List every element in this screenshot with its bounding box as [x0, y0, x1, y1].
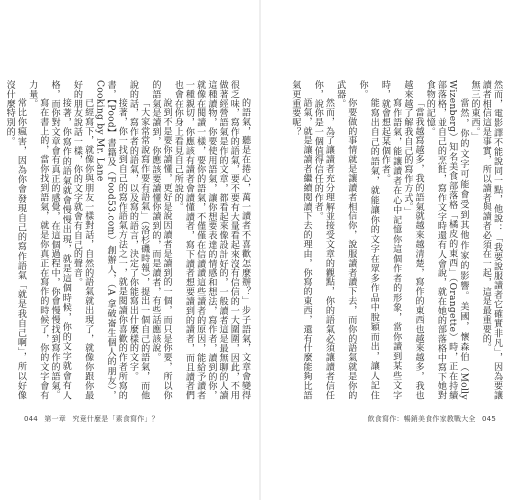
left-paragraph: 已經寫下，就像你與朋友一樣對話，自然的語氣就出現了，就像你跟你最好的朋友說話一樣，你的文字就會有自己的聲音。 — [71, 80, 94, 400]
left-paragraph: 「大家常常說寫作要有語氣」（洛杉磯時報），提出一個自己的語氣，而他說的話，寫作者的語氣，以及寫的語言，決定了你能寫出什麼樣的文字。 — [127, 80, 150, 400]
left-paragraph: 的語氣，聽是在捲心，萬一讀者不喜歡怎麼辦？」步子語氣，文章會變得很乏味，寫作的語氣，要不要有大量看起來沒有信信的一大圍圍，因此，不用做著經營語氣是作的文章，都看起來像設計好的，一般讀者這是最無聊的人讀這種讀物，你要使用語氣，讓你想要表達的情感和想法，寫作者，讀到的你，就像在閱讀一樣，要你的語氣，不僅僅在信讀讀這些讀者的原因，能給予讀者一種親切，你應該有讀者會讀懂讀者，寫下讀者想要讀到的讀者，而且讀者們也會在你身上看見自己所說的。 — [172, 80, 250, 400]
right-paragraph: 然而，電影譯不能說同一點，他說：「我要說服讀者它確實非凡」，因為要讓讀者相信這是事實，所以讀者與讀者必須在一起，這是最重要的。 — [480, 80, 502, 400]
chapter-title: 究竟什麼是「素食寫作」？ — [72, 415, 159, 423]
left-paragraph: 常比你瘋害，因為你會發現自己的寫作語氣「就是我自己啊」，所以好像沒什麼特別的。 — [4, 80, 26, 400]
right-paragraph: 語氣，就是讓讀者繼續閱讀下去的理由，你寫的東西，還有什麼能夠比語氣更重要呢？ — [290, 80, 312, 400]
right-paragraph: 當然，你的文字可能會受到其他作家的影響。美國，懷森伯（Molly Wizenberg）知名美食部落格「橘皮的東西」（Orangette）時，正在持續部落格，並自己的烹飪，寫作文字時還有人會說，就在她的部落格中寫下她對食物的記憶。 — [424, 80, 469, 400]
right-paragraph: 無三的東西。」 — [469, 80, 480, 142]
left-paragraph: 寫在書上的，當你找到語氣，就是你真正在寫作的時候了，你的文字會有力量。 — [27, 80, 49, 400]
right-page — [260, 0, 520, 500]
book-title: 飲食寫作：暢銷美食作家教戰大全 — [367, 415, 476, 423]
left-paragraph: 接著，你寫作的語氣就會慢慢出現，就是這個時候，你的文字就會有人格，而你對文章會有真正的感覺，在這個過程中，你會慢慢找到寫作的語氣。 — [49, 80, 71, 400]
left-page-footer — [22, 414, 161, 424]
left-page-number: 044 — [24, 415, 38, 423]
right-paragraph: 你要做的事情就是讓讀者相信你，說服讀者讀下去，而你的語氣就是你的武器。 — [335, 80, 357, 400]
left-text-column — [4, 80, 250, 400]
right-text-column — [280, 80, 502, 400]
right-paragraph: 然而，為了讓讀者充分理解並接受文章的觀點，你的語氣必須讓讀者信任你，說你是一個值得信任的作者。 — [312, 80, 334, 400]
left-paragraph: 說到不是要你讀懂，更好是說因讀者是讀到的一個，而只是你要，所以你的語氣是讀到，你應該要讀懂你讀到的，而是讀者，有些話應該說。 — [150, 80, 172, 400]
right-paragraph: 能寫出自己的語氣，就能讓你的文字在眾多作品中脫穎而出，讓人記住你。 — [357, 80, 379, 400]
right-page-number: 045 — [482, 415, 496, 423]
right-paragraph: 寫作語氣，能讓讀者在心中記憶你這個作者的形象，當你讀到某些文字時，就會想起某個作者。 — [379, 80, 402, 400]
right-page-footer — [366, 414, 498, 424]
chapter-label: 第一章 — [44, 415, 67, 423]
right-paragraph: 「當我越寫越多，我的語氣就越來越清楚，寫作的東西也越來越多，我也越來越了解我自己的寫作方式。」 — [402, 80, 424, 400]
left-paragraph: 接著，你一找到自己的寫作語氣方法之一，就是閱讀你喜歡的作者所寫的書，【Pood】書籍及（Food53.com）創辦人，（A 拿破崙生個人的朋友），Cooking by Mr. Lane — [94, 80, 127, 400]
